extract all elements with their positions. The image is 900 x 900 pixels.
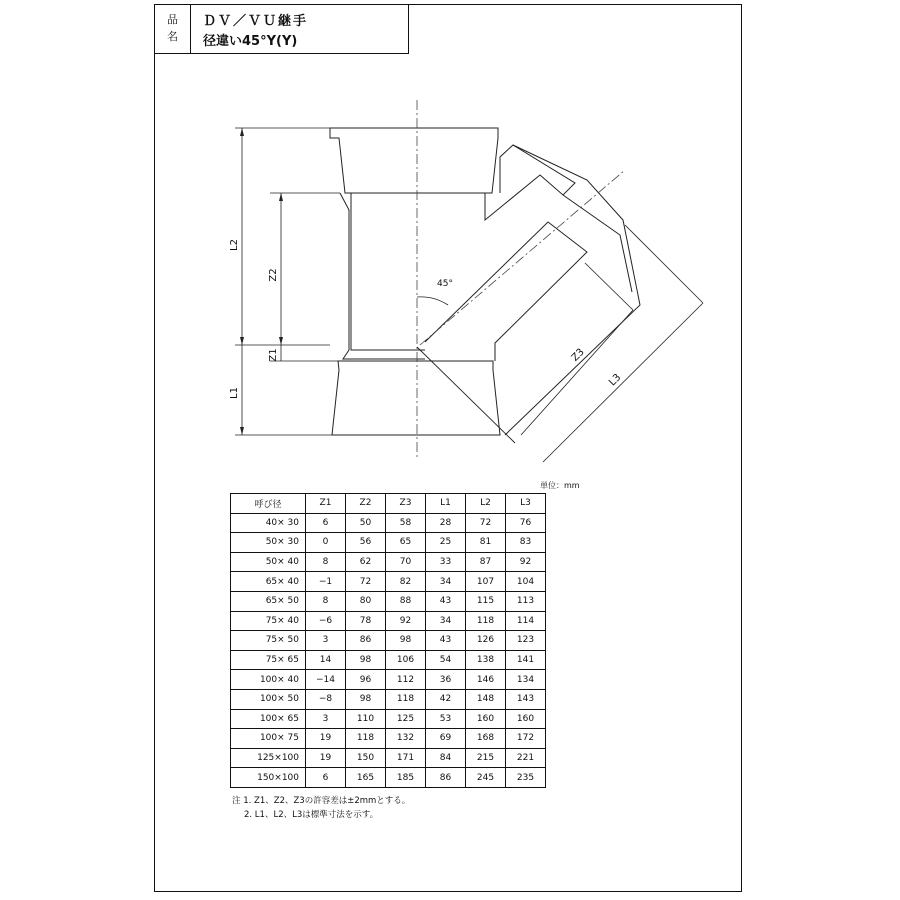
table-cell: 172 [506, 729, 546, 749]
table-cell-size: 100× 65 [231, 709, 306, 729]
dim-label-L3: L3 [607, 372, 624, 389]
col-z1: Z1 [306, 494, 346, 514]
table-cell: 104 [506, 572, 546, 592]
col-z2: Z2 [346, 494, 386, 514]
table-cell: 160 [506, 709, 546, 729]
Z3-dimension-line [521, 310, 633, 435]
col-l2: L2 [466, 494, 506, 514]
table-row [231, 513, 546, 533]
table-cell: 78 [346, 611, 386, 631]
table-cell-size: 65× 40 [231, 572, 306, 592]
table-cell: 138 [466, 650, 506, 670]
table-cell-size: 50× 40 [231, 552, 306, 572]
table-row [231, 709, 546, 729]
product-series: ＤＶ／ＶＵ継手 [203, 14, 309, 29]
table-row [231, 591, 546, 611]
table-cell: 115 [466, 591, 506, 611]
table-row [231, 729, 546, 749]
table-cell: 118 [386, 689, 426, 709]
dim-label-Z2: Z2 [268, 268, 279, 282]
table-cell-size: 65× 50 [231, 591, 306, 611]
table-cell: 148 [466, 689, 506, 709]
table-cell: 168 [466, 729, 506, 749]
table-cell: 185 [386, 768, 426, 788]
table-cell-size: 40× 30 [231, 513, 306, 533]
table-cell: 160 [466, 709, 506, 729]
table-cell: 42 [426, 689, 466, 709]
table-cell-size: 50× 30 [231, 533, 306, 553]
table-cell: 6 [306, 513, 346, 533]
table-cell-size: 75× 65 [231, 650, 306, 670]
table-cell: 92 [386, 611, 426, 631]
angle-arc [417, 297, 448, 305]
table-cell: 72 [466, 513, 506, 533]
table-cell: 126 [466, 631, 506, 651]
table-body [231, 513, 546, 787]
table-cell: 33 [426, 552, 466, 572]
product-type: 径違い45°Y(Y) [203, 34, 298, 49]
table-cell: 0 [306, 533, 346, 553]
table-header-row [231, 494, 546, 514]
table-cell: 62 [346, 552, 386, 572]
table-row [231, 650, 546, 670]
table-cell: 34 [426, 611, 466, 631]
table-cell: 146 [466, 670, 506, 690]
table-cell: −8 [306, 689, 346, 709]
table-cell: 215 [466, 748, 506, 768]
table-cell: 92 [506, 552, 546, 572]
table-cell: 96 [346, 670, 386, 690]
table-cell: 245 [466, 768, 506, 788]
table-cell: 106 [386, 650, 426, 670]
table-cell: 56 [346, 533, 386, 553]
note-1: 注 1. Z1、Z2、Z3の許容差は±2mmとする。 [232, 796, 411, 806]
table-row [231, 533, 546, 553]
table-cell-size: 75× 50 [231, 631, 306, 651]
table-cell: 86 [346, 631, 386, 651]
main-body-outline [340, 193, 425, 359]
dim-label-L2: L2 [229, 239, 240, 251]
table-cell: 110 [346, 709, 386, 729]
drawing-sheet [154, 4, 742, 892]
table-cell: 19 [306, 748, 346, 768]
branch-inner-2 [563, 195, 632, 292]
table-cell: −1 [306, 572, 346, 592]
table-cell: 54 [426, 650, 466, 670]
table-cell: 70 [386, 552, 426, 572]
table-cell: 58 [386, 513, 426, 533]
note-2: 2. L1、L2、L3は標準寸法を示す。 [244, 810, 379, 820]
angle-label: 45° [437, 279, 453, 289]
table-cell: 72 [346, 572, 386, 592]
table-cell: 8 [306, 591, 346, 611]
col-size: 呼び径 [231, 494, 306, 514]
product-name-label: 品 名 [155, 5, 191, 53]
table-cell: 98 [346, 689, 386, 709]
branch-outline-left [485, 145, 575, 220]
table-cell: 83 [506, 533, 546, 553]
table-cell: 65 [386, 533, 426, 553]
table-cell: 3 [306, 709, 346, 729]
table-cell: 143 [506, 689, 546, 709]
table-cell: 112 [386, 670, 426, 690]
table-cell: 88 [386, 591, 426, 611]
table-cell: 69 [426, 729, 466, 749]
unit-label: 単位：mm [540, 481, 580, 490]
table-cell: 8 [306, 552, 346, 572]
branch-inner-1 [425, 222, 587, 361]
table-cell: −14 [306, 670, 346, 690]
table-cell: 141 [506, 650, 546, 670]
table-cell-size: 100× 75 [231, 729, 306, 749]
table-cell: 28 [426, 513, 466, 533]
table-cell: 84 [426, 748, 466, 768]
table-cell: 50 [346, 513, 386, 533]
fitting-drawing [155, 5, 743, 485]
table-cell: 123 [506, 631, 546, 651]
table-cell: 19 [306, 729, 346, 749]
table-cell: 150 [346, 748, 386, 768]
table-cell: 132 [386, 729, 426, 749]
table-cell: 114 [506, 611, 546, 631]
notes [232, 794, 410, 822]
L3-dimension-line [543, 303, 703, 462]
table-cell-size: 100× 40 [231, 670, 306, 690]
table-cell: 43 [426, 631, 466, 651]
branch-outer [505, 145, 640, 435]
table-cell: 81 [466, 533, 506, 553]
table-cell-size: 100× 50 [231, 689, 306, 709]
table-cell: 118 [346, 729, 386, 749]
col-l1: L1 [426, 494, 466, 514]
dim-label-L1: L1 [229, 387, 240, 399]
table-row [231, 670, 546, 690]
table-cell: 221 [506, 748, 546, 768]
table-cell: 3 [306, 631, 346, 651]
branch-centerline [420, 170, 625, 345]
bottom-socket-outline [332, 361, 500, 435]
col-z3: Z3 [386, 494, 426, 514]
table-cell: 165 [346, 768, 386, 788]
table-row [231, 748, 546, 768]
top-socket-outline [330, 128, 498, 193]
table-cell: 25 [426, 533, 466, 553]
table-cell: 53 [426, 709, 466, 729]
table-cell: 87 [466, 552, 506, 572]
table-cell: 235 [506, 768, 546, 788]
table-cell: 113 [506, 591, 546, 611]
table-cell-size: 125×100 [231, 748, 306, 768]
table-row [231, 631, 546, 651]
table-cell-size: 150×100 [231, 768, 306, 788]
col-l3: L3 [506, 494, 546, 514]
table-row [231, 552, 546, 572]
table-cell: 34 [426, 572, 466, 592]
table-cell: 80 [346, 591, 386, 611]
table-cell: 171 [386, 748, 426, 768]
table-cell: 125 [386, 709, 426, 729]
table-cell: 134 [506, 670, 546, 690]
table-cell: 107 [466, 572, 506, 592]
table-row [231, 572, 546, 592]
table-cell: 43 [426, 591, 466, 611]
table-cell-size: 75× 40 [231, 611, 306, 631]
table-cell: 86 [426, 768, 466, 788]
table-cell: 98 [386, 631, 426, 651]
dimension-table [230, 493, 546, 788]
table-cell: 14 [306, 650, 346, 670]
table-cell: 82 [386, 572, 426, 592]
dim-label-Z3: Z3 [569, 346, 587, 364]
table-cell: 6 [306, 768, 346, 788]
table-cell: 76 [506, 513, 546, 533]
table-row [231, 689, 546, 709]
table-cell: 118 [466, 611, 506, 631]
dim-label-Z1: Z1 [268, 348, 279, 362]
table-cell: −6 [306, 611, 346, 631]
table-cell: 36 [426, 670, 466, 690]
main-body-inner [351, 193, 425, 350]
table-cell: 98 [346, 650, 386, 670]
table-row [231, 611, 546, 631]
table-row [231, 768, 546, 788]
